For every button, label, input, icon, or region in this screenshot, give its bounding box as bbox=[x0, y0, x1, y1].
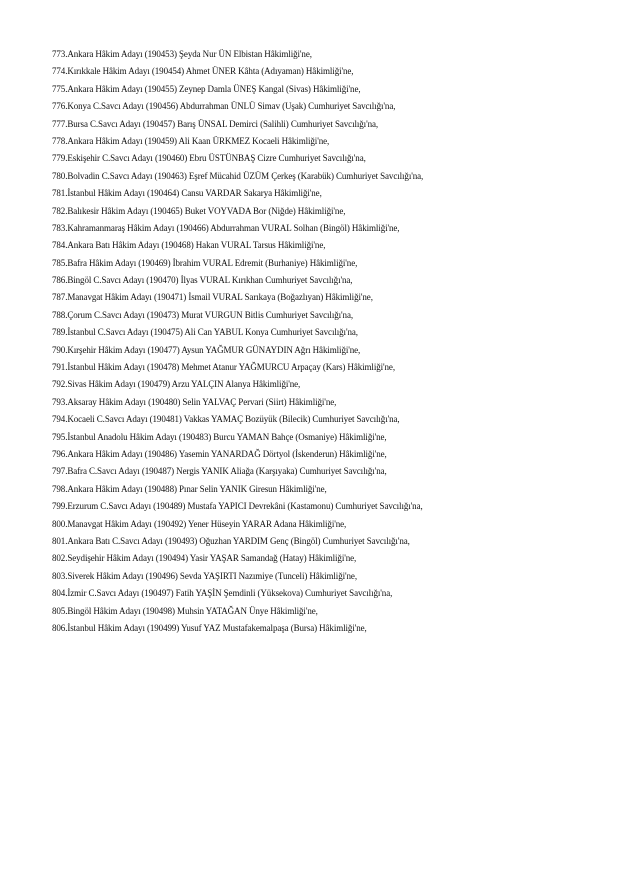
appointment-list bbox=[52, 46, 592, 637]
list-item: 789.İstanbul C.Savcı Adayı (190475) Ali Can YABUL Konya Cumhuriyet Savcılığı'na, bbox=[52, 327, 358, 338]
list-item: 775.Ankara Hâkim Adayı (190455) Zeynep Damla ÜNEŞ Kangal (Sivas) Hâkimliği'ne, bbox=[52, 83, 361, 94]
list-item: 787.Manavgat Hâkim Adayı (190471) İsmail VURAL Sarıkaya (Boğazlıyan) Hâkimliği'ne, bbox=[52, 292, 373, 303]
list-item: 806.İstanbul Hâkim Adayı (190499) Yusuf YAZ Mustafakemalpaşa (Bursa) Hâkimliği'ne, bbox=[52, 622, 367, 633]
list-item: 773.Ankara Hâkim Adayı (190453) Şeyda Nur ÜN Elbistan Hâkimliği'ne, bbox=[52, 49, 312, 59]
list-item: 783.Kahramanmaraş Hâkim Adayı (190466) Abdurrahman VURAL Solhan (Bingöl) Hâkimliği'ne, bbox=[52, 222, 400, 233]
list-item: 805.Bingöl Hâkim Adayı (190498) Muhsin YATAĞAN Ünye Hâkimliği'ne, bbox=[52, 605, 318, 616]
list-item: 786.Bingöl C.Savcı Adayı (190470) İlyas VURAL Kırıkhan Cumhuriyet Savcılığı'na, bbox=[52, 275, 353, 286]
list-item: 798.Ankara Hâkim Adayı (190488) Pınar Selin YANIK Giresun Hâkimliği'ne, bbox=[52, 483, 327, 494]
list-item: 799.Erzurum C.Savcı Adayı (190489) Mustafa YAPICI Devrekâni (Kastamonu) Cumhuriyet Savcılığı'na, bbox=[52, 501, 423, 512]
list-item: 781.İstanbul Hâkim Adayı (190464) Cansu VARDAR Sakarya Hâkimliği'ne, bbox=[52, 188, 322, 199]
list-item: 774.Kırıkkale Hâkim Adayı (190454) Ahmet ÜNER Kâhta (Adıyaman) Hâkimliği'ne, bbox=[52, 66, 354, 77]
list-item: 796.Ankara Hâkim Adayı (190486) Yasemin YANARDAĞ Dörtyol (İskenderun) Hâkimliği'ne, bbox=[52, 448, 387, 459]
list-item: 779.Eskişehir C.Savcı Adayı (190460) Ebru ÜSTÜNBAŞ Cizre Cumhuriyet Savcılığı'na, bbox=[52, 153, 366, 164]
list-item: 792.Sivas Hâkim Adayı (190479) Arzu YALÇIN Alanya Hâkimliği'ne, bbox=[52, 379, 301, 390]
list-item: 794.Kocaeli C.Savcı Adayı (190481) Vakkas YAMAÇ Bozüyük (Bilecik) Cumhuriyet Savcılığı'na, bbox=[52, 414, 400, 425]
list-item: 804.İzmir C.Savcı Adayı (190497) Fatih YAŞİN Şemdinli (Yüksekova) Cumhuriyet Savcılığı'na, bbox=[52, 588, 393, 599]
list-item: 793.Aksaray Hâkim Adayı (190480) Selin YALVAÇ Pervari (Siirt) Hâkimliği'ne, bbox=[52, 396, 337, 407]
list-item: 790.Kırşehir Hâkim Adayı (190477) Aysun YAĞMUR GÜNAYDIN Ağrı Hâkimliği'ne, bbox=[52, 344, 361, 355]
list-item: 782.Balıkesir Hâkim Adayı (190465) Buket VOYVADA Bor (Niğde) Hâkimliği'ne, bbox=[52, 205, 346, 216]
list-item: 777.Bursa C.Savcı Adayı (190457) Barış ÜNSAL Demirci (Salihli) Cumhuriyet Savcılığı'na, bbox=[52, 118, 379, 129]
list-item: 788.Çorum C.Savcı Adayı (190473) Murat VURGUN Bitlis Cumhuriyet Savcılığı'na, bbox=[52, 309, 353, 320]
list-item: 785.Bafra Hâkim Adayı (190469) İbrahim VURAL Edremit (Burhaniye) Hâkimliği'ne, bbox=[52, 257, 358, 268]
list-item: 795.İstanbul Anadolu Hâkim Adayı (190483) Burcu YAMAN Bahçe (Osmaniye) Hâkimliği'ne, bbox=[52, 431, 387, 442]
list-item: 801.Ankara Batı C.Savcı Adayı (190493) Oğuzhan YARDIM Genç (Bingöl) Cumhuriyet Savcılığı'na, bbox=[52, 535, 410, 546]
list-item: 778.Ankara Hâkim Adayı (190459) Ali Kaan ÜRKMEZ Kocaeli Hâkimliği'ne, bbox=[52, 135, 330, 146]
list-item: 802.Seydişehir Hâkim Adayı (190494) Yasir YAŞAR Samandağ (Hatay) Hâkimliği'ne, bbox=[52, 553, 357, 564]
list-item: 800.Manavgat Hâkim Adayı (190492) Yener Hüseyin YARAR Adana Hâkimliği'ne, bbox=[52, 518, 347, 529]
list-item: 797.Bafra C.Savcı Adayı (190487) Nergis YANIK Aliağa (Karşıyaka) Cumhuriyet Savcılığı'na, bbox=[52, 466, 387, 477]
list-item: 776.Konya C.Savcı Adayı (190456) Abdurrahman ÜNLÜ Simav (Uşak) Cumhuriyet Savcılığı'na, bbox=[52, 101, 396, 112]
list-item: 803.Siverek Hâkim Adayı (190496) Sevda YAŞIRTI Nazımiye (Tunceli) Hâkimliği'ne, bbox=[52, 570, 357, 581]
list-item: 780.Bolvadin C.Savcı Adayı (190463) Eşref Mücahid ÜZÜM Çerkeş (Karabük) Cumhuriyet Savcılığı'na, bbox=[52, 170, 424, 181]
list-item: 784.Ankara Batı Hâkim Adayı (190468) Hakan VURAL Tarsus Hâkimliği'ne, bbox=[52, 240, 326, 251]
list-item: 791.İstanbul Hâkim Adayı (190478) Mehmet Atanur YAĞMURCU Arpaçay (Kars) Hâkimliği'ne, bbox=[52, 362, 395, 373]
